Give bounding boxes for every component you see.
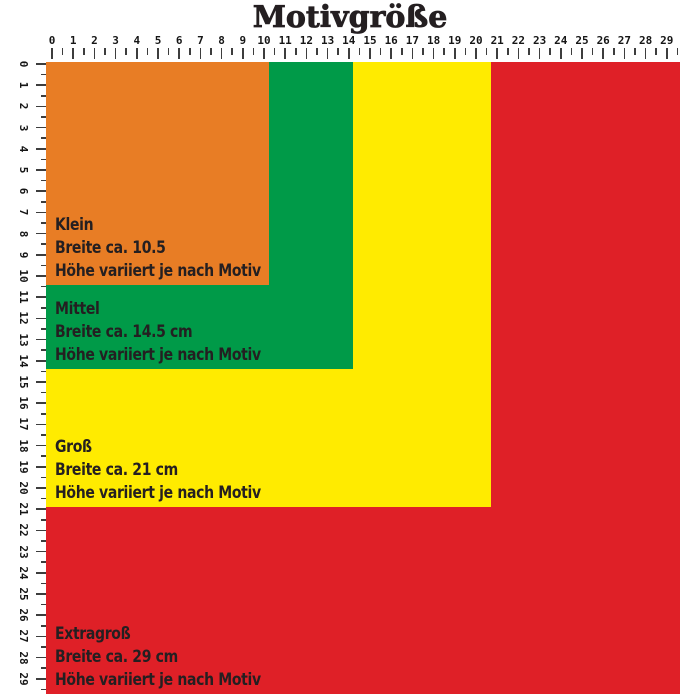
size-label <box>55 622 261 691</box>
ruler-tick <box>36 84 46 86</box>
ruler-tick <box>41 604 46 606</box>
ruler-tick <box>327 48 329 59</box>
ruler-number: 9 <box>239 34 247 47</box>
size-height: Höhe variiert je nach Motiv <box>55 345 261 365</box>
ruler-number: 11 <box>17 290 30 304</box>
ruler-tick <box>41 349 46 351</box>
ruler-tick <box>41 222 46 224</box>
ruler-tick <box>359 48 361 55</box>
ruler-tick <box>475 48 477 59</box>
ruler-tick <box>41 328 46 330</box>
ruler-tick <box>36 275 46 277</box>
ruler-tick <box>36 360 46 362</box>
ruler-tick <box>36 508 46 510</box>
ruler-tick <box>83 48 85 55</box>
size-height: Höhe variiert je nach Motiv <box>55 483 261 503</box>
ruler-tick <box>115 48 117 59</box>
ruler-number: 23 <box>532 34 547 47</box>
ruler-tick <box>454 48 456 59</box>
ruler-number: 0 <box>17 60 30 68</box>
ruler-number: 15 <box>17 375 30 389</box>
ruler-tick <box>41 201 46 203</box>
ruler-tick <box>613 48 615 55</box>
ruler-tick <box>36 530 46 532</box>
page-title: Motivgröße <box>252 0 448 35</box>
ruler-tick <box>36 593 46 595</box>
ruler-tick <box>41 413 46 415</box>
ruler-tick <box>41 180 46 182</box>
ruler-tick <box>634 48 636 55</box>
ruler-tick <box>41 307 46 309</box>
ruler-tick <box>306 48 308 59</box>
ruler-tick <box>36 381 46 383</box>
ruler-tick <box>655 48 657 55</box>
ruler-tick <box>168 48 170 55</box>
ruler-tick <box>242 48 244 59</box>
ruler-number: 15 <box>363 34 377 47</box>
ruler-tick <box>592 48 594 55</box>
size-name: Mittel <box>55 299 100 319</box>
size-name: Extragroß <box>55 624 131 643</box>
size-label <box>55 435 261 504</box>
size-name: Klein <box>55 214 94 234</box>
ruler-tick <box>36 254 46 256</box>
ruler-tick <box>401 48 403 55</box>
ruler-number: 26 <box>596 34 610 47</box>
ruler-number: 24 <box>17 566 30 580</box>
ruler-number: 7 <box>17 209 30 216</box>
ruler-number: 22 <box>511 34 526 47</box>
ruler-number: 7 <box>197 34 204 47</box>
ruler-number: 20 <box>469 34 483 47</box>
ruler-tick <box>36 212 46 214</box>
ruler-tick <box>36 127 46 129</box>
ruler-tick <box>41 116 46 118</box>
ruler-number: 18 <box>17 438 30 453</box>
ruler-tick <box>41 434 46 436</box>
ruler-tick <box>496 48 498 59</box>
ruler-tick <box>36 551 46 553</box>
ruler-tick <box>41 540 46 542</box>
ruler-tick <box>36 572 46 574</box>
ruler-tick <box>41 498 46 500</box>
ruler-number: 20 <box>17 481 30 495</box>
ruler-tick <box>147 48 149 55</box>
ruler-number: 5 <box>154 34 162 47</box>
ruler-number: 1 <box>69 34 77 47</box>
ruler-number: 14 <box>342 34 356 47</box>
ruler-tick <box>41 583 46 585</box>
ruler-tick <box>602 48 604 59</box>
ruler-number: 3 <box>17 124 30 131</box>
ruler-tick <box>369 48 371 59</box>
size-square-1 <box>46 62 269 285</box>
ruler-number: 2 <box>91 34 98 47</box>
size-name: Groß <box>55 437 92 457</box>
ruler-number: 16 <box>17 396 30 410</box>
ruler-tick <box>157 48 159 59</box>
ruler-number: 13 <box>320 34 335 47</box>
ruler-tick <box>62 48 64 55</box>
ruler-number: 17 <box>17 417 30 432</box>
ruler-number: 9 <box>17 251 30 259</box>
ruler-tick <box>36 318 46 320</box>
ruler-tick <box>36 233 46 235</box>
ruler-number: 21 <box>490 34 504 47</box>
ruler-tick <box>41 689 46 691</box>
ruler-number: 28 <box>638 34 653 47</box>
ruler-tick <box>36 657 46 659</box>
ruler-tick <box>380 48 382 55</box>
ruler-number: 27 <box>617 34 632 47</box>
ruler-number: 12 <box>17 311 30 326</box>
ruler-tick <box>41 667 46 669</box>
ruler-tick <box>539 48 541 59</box>
ruler-tick <box>666 48 668 59</box>
ruler-tick <box>104 48 106 55</box>
ruler-tick <box>560 48 562 59</box>
ruler-number: 11 <box>278 34 292 47</box>
ruler-tick <box>200 48 202 59</box>
ruler-tick <box>36 466 46 468</box>
ruler-tick <box>41 646 46 648</box>
ruler-number: 3 <box>112 34 119 47</box>
ruler-tick <box>36 106 46 108</box>
ruler-number: 10 <box>17 269 30 283</box>
ruler-tick <box>443 48 445 55</box>
ruler-number: 14 <box>17 354 30 368</box>
ruler-tick <box>41 265 46 267</box>
ruler-tick <box>274 48 276 55</box>
size-width: Breite ca. 14.5 cm <box>55 322 193 342</box>
ruler-number: 17 <box>405 34 420 47</box>
ruler-number: 21 <box>17 502 30 516</box>
ruler-number: 0 <box>48 34 56 47</box>
ruler-number: 26 <box>17 608 30 622</box>
ruler-number: 4 <box>133 34 141 47</box>
ruler-number: 2 <box>17 103 30 110</box>
ruler-tick <box>72 48 74 59</box>
ruler-tick <box>36 190 46 192</box>
ruler-tick <box>189 48 191 55</box>
size-height: Höhe variiert je nach Motiv <box>55 670 261 689</box>
ruler-number: 13 <box>17 332 30 347</box>
size-width: Breite ca. 10.5 <box>55 237 166 257</box>
ruler-tick <box>36 148 46 150</box>
ruler-tick <box>316 48 318 55</box>
ruler-tick <box>36 169 46 171</box>
ruler-number: 4 <box>17 145 30 153</box>
ruler-tick <box>528 48 530 55</box>
ruler-tick <box>253 48 255 55</box>
ruler-tick <box>486 48 488 55</box>
ruler-number: 29 <box>17 672 30 686</box>
ruler-number: 8 <box>218 34 225 47</box>
ruler-number: 19 <box>17 460 30 474</box>
ruler-tick <box>36 63 46 65</box>
ruler-tick <box>645 48 647 59</box>
ruler-number: 12 <box>299 34 314 47</box>
ruler-tick <box>295 48 297 55</box>
ruler-tick <box>41 371 46 373</box>
ruler-number: 8 <box>17 230 30 237</box>
ruler-tick <box>337 48 339 55</box>
ruler-number: 18 <box>426 34 441 47</box>
ruler-tick <box>41 137 46 139</box>
size-width: Breite ca. 21 cm <box>55 460 178 480</box>
ruler-number: 19 <box>448 34 462 47</box>
ruler-tick <box>41 519 46 521</box>
ruler-number: 10 <box>257 34 271 47</box>
ruler-tick <box>41 159 46 161</box>
ruler-tick <box>36 487 46 489</box>
ruler-number: 1 <box>17 81 30 89</box>
ruler-tick <box>41 95 46 97</box>
ruler-tick <box>465 48 467 55</box>
ruler-tick <box>36 296 46 298</box>
ruler-tick <box>549 48 551 55</box>
ruler-tick <box>624 48 626 59</box>
ruler-tick <box>36 445 46 447</box>
ruler-number: 25 <box>17 587 30 601</box>
ruler-tick <box>51 48 53 59</box>
ruler-tick <box>581 48 583 59</box>
ruler-tick <box>284 48 286 59</box>
ruler-tick <box>263 48 265 59</box>
ruler-tick <box>390 48 392 59</box>
size-label <box>55 213 261 282</box>
ruler-tick <box>36 614 46 616</box>
ruler-tick <box>348 48 350 59</box>
size-width: Breite ca. 29 cm <box>55 647 178 666</box>
ruler-number: 6 <box>17 187 30 195</box>
size-height: Höhe variiert je nach Motiv <box>55 260 261 280</box>
ruler-tick <box>507 48 509 55</box>
ruler-tick <box>571 48 573 55</box>
ruler-tick <box>210 48 212 55</box>
ruler-number: 5 <box>17 166 30 174</box>
ruler-tick <box>36 636 46 638</box>
ruler-tick <box>36 339 46 341</box>
ruler-tick <box>41 561 46 563</box>
ruler-tick <box>422 48 424 55</box>
ruler-tick <box>136 48 138 59</box>
ruler-number: 29 <box>660 34 674 47</box>
ruler-number: 25 <box>575 34 589 47</box>
ruler-tick <box>41 477 46 479</box>
ruler-tick <box>677 48 679 55</box>
ruler-tick <box>41 286 46 288</box>
ruler-tick <box>41 392 46 394</box>
ruler-tick <box>41 625 46 627</box>
ruler-tick <box>41 74 46 76</box>
ruler-number: 22 <box>17 523 30 538</box>
ruler-number: 27 <box>17 629 30 644</box>
ruler-number: 6 <box>175 34 183 47</box>
ruler-tick <box>36 402 46 404</box>
ruler-tick <box>221 48 223 59</box>
ruler-tick <box>94 48 96 59</box>
ruler-tick <box>433 48 435 59</box>
ruler-tick <box>36 424 46 426</box>
ruler-tick <box>231 48 233 55</box>
ruler-tick <box>125 48 127 55</box>
ruler-number: 23 <box>17 544 30 559</box>
size-label <box>55 297 261 366</box>
ruler-number: 28 <box>17 650 30 665</box>
ruler-tick <box>41 455 46 457</box>
ruler-tick <box>412 48 414 59</box>
ruler-number: 24 <box>554 34 568 47</box>
ruler-tick <box>36 678 46 680</box>
ruler-number: 16 <box>384 34 398 47</box>
ruler-tick <box>41 243 46 245</box>
ruler-tick <box>518 48 520 59</box>
ruler-tick <box>178 48 180 59</box>
